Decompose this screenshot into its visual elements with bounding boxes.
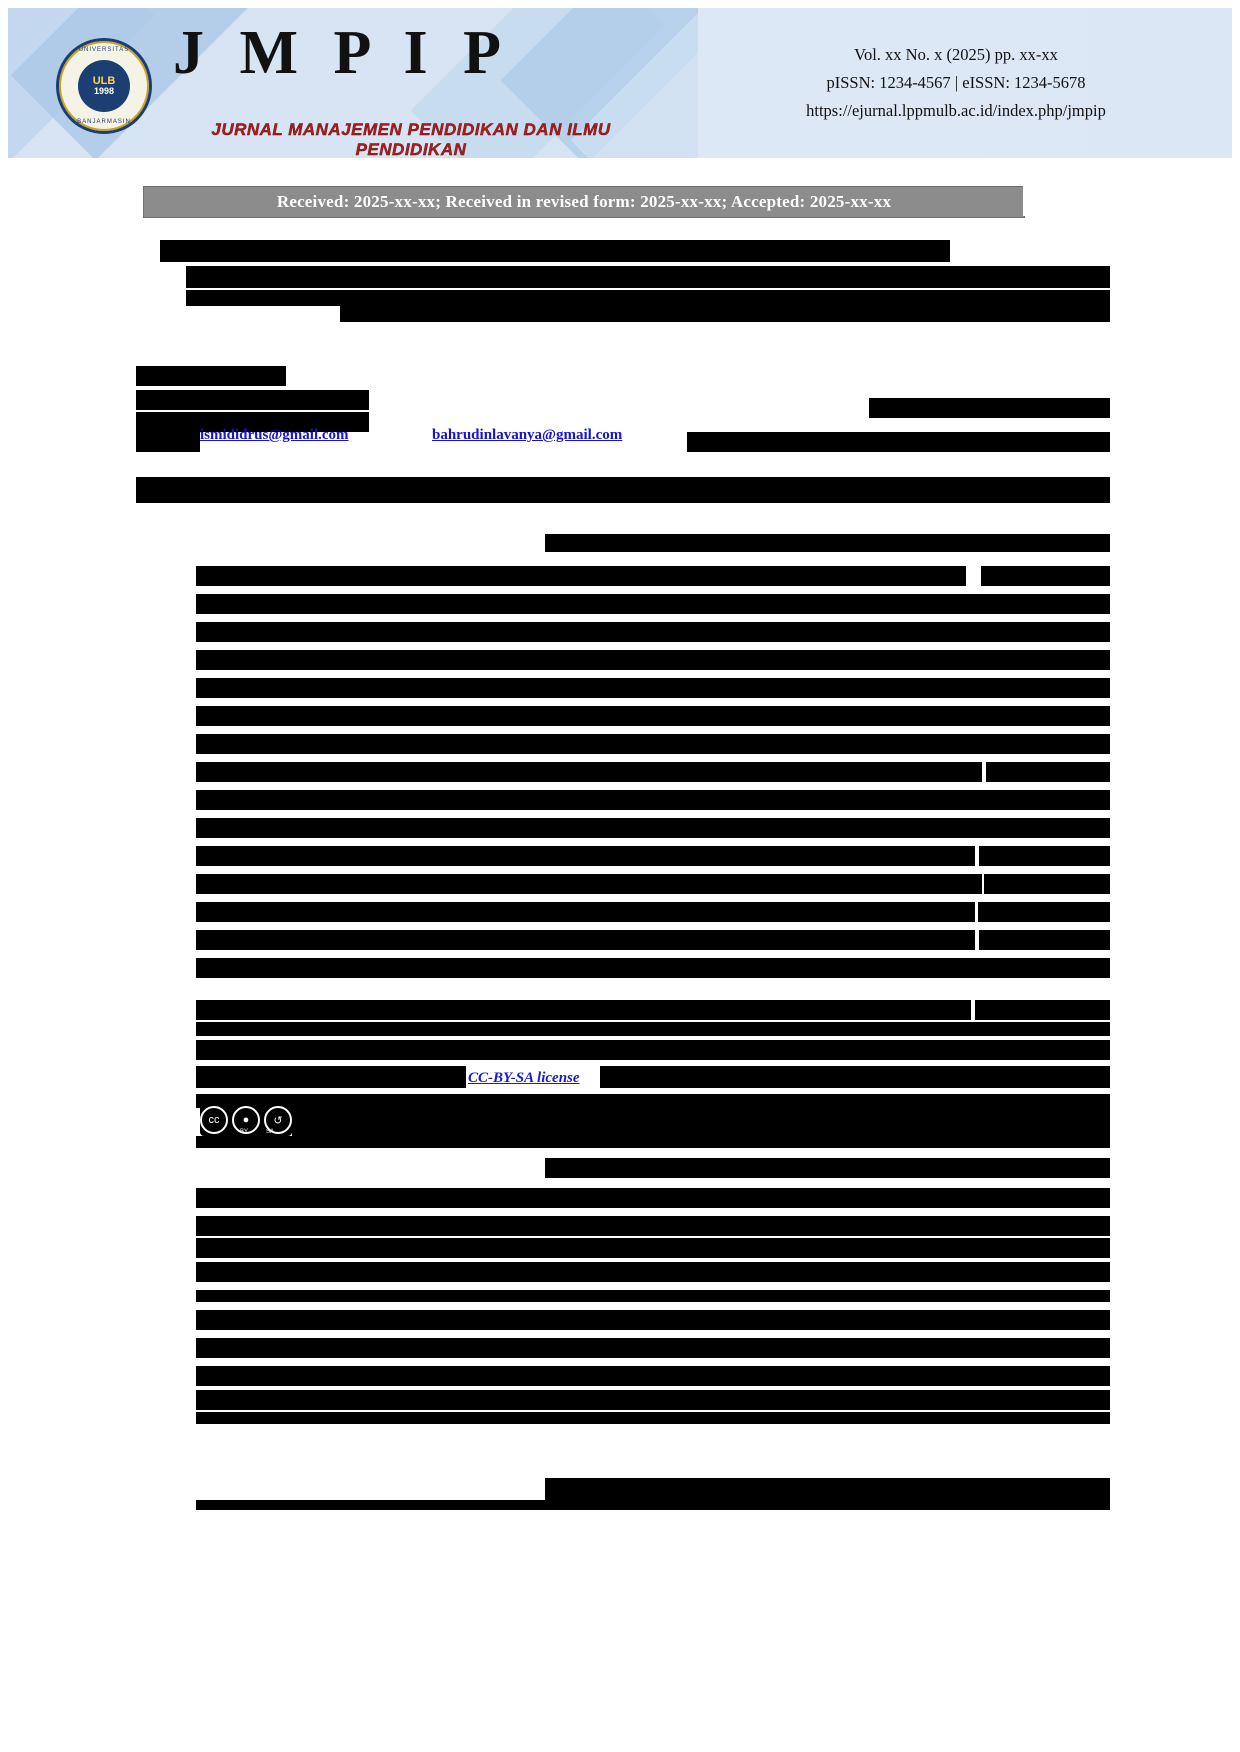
redacted-text-block xyxy=(983,594,1110,614)
issn-line: pISSN: 1234-4567 | eISSN: 1234-5678 xyxy=(826,73,1086,93)
redacted-text-block xyxy=(981,566,1110,586)
redacted-text-block xyxy=(196,1136,1110,1148)
logo-abbr: ULB xyxy=(92,75,116,87)
redacted-text-block xyxy=(646,1040,1110,1060)
redacted-text-block xyxy=(378,930,975,950)
redacted-text-block xyxy=(216,650,1110,670)
redacted-text-block xyxy=(196,1290,1110,1302)
cc-sa-share-alike-icon: ↺ xyxy=(264,1106,292,1134)
cc-mark-icon: cc xyxy=(200,1106,228,1134)
redacted-text-block xyxy=(545,1478,1110,1500)
redacted-text-block xyxy=(196,1500,1110,1510)
redacted-text-block xyxy=(978,902,1110,922)
redacted-text-block xyxy=(531,902,975,922)
logo-inner-emblem xyxy=(78,60,130,112)
redacted-text-block xyxy=(136,477,1110,503)
redacted-text-block xyxy=(196,1338,967,1358)
redacted-text-block xyxy=(196,1366,952,1386)
redacted-text-block xyxy=(975,1000,1110,1020)
redacted-text-block xyxy=(292,1104,1110,1136)
redacted-text-block xyxy=(196,1238,272,1258)
journal-acronym-title: J M P I P xyxy=(173,19,511,87)
redacted-text-block xyxy=(196,650,216,670)
redacted-text-block xyxy=(323,594,983,614)
redacted-text-block xyxy=(196,930,378,950)
redacted-text-block xyxy=(272,846,975,866)
redacted-text-block xyxy=(967,1338,1110,1358)
redacted-text-block xyxy=(431,678,987,698)
redacted-text-block xyxy=(196,678,431,698)
license-link[interactable]: CC-BY-SA license xyxy=(468,1070,580,1086)
redacted-text-block xyxy=(687,432,1110,452)
redacted-text-block xyxy=(196,790,466,810)
redacted-text-block xyxy=(340,306,770,322)
redacted-text-block xyxy=(961,1188,1110,1208)
redacted-text-block xyxy=(136,390,369,410)
redacted-text-block xyxy=(196,958,1110,978)
redacted-text-block xyxy=(987,678,1110,698)
volume-line: Vol. xx No. x (2025) pp. xx-xx xyxy=(854,45,1058,65)
journal-header-banner xyxy=(8,8,1232,158)
redacted-text-block xyxy=(466,790,1110,810)
received-dates-text: Received: 2025-xx-xx; Received in revised form: 2025-xx-xx; Accepted: 2025-xx-xx xyxy=(276,192,892,211)
redacted-text-block xyxy=(196,706,369,726)
redacted-text-block xyxy=(545,534,655,552)
redacted-text-block xyxy=(272,1238,1110,1258)
redacted-text-block xyxy=(600,1066,1110,1088)
redacted-text-block xyxy=(979,846,1110,866)
redacted-text-block xyxy=(770,306,1110,322)
redacted-text-block xyxy=(136,366,286,386)
redacted-text-block xyxy=(196,1040,646,1060)
redacted-text-block xyxy=(967,1262,1110,1282)
author-email-link-2[interactable]: bahrudinlavanya@gmail.com xyxy=(432,427,623,443)
redacted-text-block xyxy=(196,1412,1110,1424)
redacted-text-block xyxy=(196,1262,216,1282)
redacted-text-block xyxy=(655,534,1110,552)
redacted-text-block xyxy=(952,1366,1110,1386)
redacted-text-block xyxy=(545,1158,1110,1178)
redacted-text-block xyxy=(196,1066,466,1088)
journal-url-line: https://ejurnal.lppmulb.ac.id/index.php/jmpip xyxy=(806,100,1106,120)
redacted-text-block xyxy=(282,1390,1110,1410)
cc-by-label: BY xyxy=(240,1129,249,1135)
author-email-link-1[interactable]: ismididrus@gmail.com xyxy=(200,427,349,443)
redacted-text-block xyxy=(196,1310,1001,1330)
redacted-text-block xyxy=(369,706,1110,726)
redacted-text-block xyxy=(196,1022,1110,1036)
redacted-text-block xyxy=(984,874,1110,894)
redacted-text-block xyxy=(196,818,550,838)
redacted-text-block xyxy=(240,734,1110,754)
redacted-text-block xyxy=(196,622,253,642)
redacted-text-block xyxy=(196,762,216,782)
redacted-text-block xyxy=(196,1390,282,1410)
redacted-text-block xyxy=(252,1216,1110,1236)
redacted-text-block xyxy=(196,566,966,586)
redacted-text-block xyxy=(281,1188,961,1208)
redacted-text-block xyxy=(196,874,366,894)
creative-commons-badge[interactable] xyxy=(200,1104,292,1136)
redacted-text-block xyxy=(160,240,950,262)
redacted-text-block xyxy=(196,1216,252,1236)
redacted-text-block xyxy=(136,432,200,452)
redacted-text-block xyxy=(196,846,272,866)
university-logo-icon xyxy=(56,38,152,134)
redacted-text-block xyxy=(216,1262,967,1282)
cc-by-person-icon: ● xyxy=(232,1106,260,1134)
journal-issue-info xyxy=(698,8,1232,158)
received-dates-bar xyxy=(143,186,1025,218)
logo-ring-bottom-text: BANJARMASIN xyxy=(77,119,131,125)
received-bar-spacer xyxy=(1023,186,1217,216)
redacted-text-block xyxy=(196,902,531,922)
redacted-text-block xyxy=(196,594,323,614)
redacted-text-block xyxy=(1001,1310,1110,1330)
redacted-text-block xyxy=(986,762,1110,782)
journal-masthead xyxy=(8,8,698,158)
journal-full-name: JURNAL MANAJEMEN PENDIDIKAN DAN ILMU PENDIDIKAN xyxy=(211,120,611,158)
logo-year: 1998 xyxy=(93,86,115,97)
logo-ring-top-text: UNIVERSITAS xyxy=(78,47,130,53)
redacted-text-block xyxy=(550,818,1110,838)
redacted-text-block xyxy=(366,874,982,894)
redacted-text-block xyxy=(253,622,1110,642)
redacted-text-block xyxy=(186,266,1110,288)
redacted-text-block xyxy=(216,762,982,782)
redacted-text-block xyxy=(186,290,1110,306)
redacted-text-block xyxy=(869,398,1110,418)
redacted-text-block xyxy=(196,1188,281,1208)
redacted-text-block xyxy=(979,930,1110,950)
redacted-text-block xyxy=(196,734,240,754)
redacted-text-block xyxy=(196,1000,971,1020)
cc-sa-label: SA xyxy=(266,1129,275,1135)
